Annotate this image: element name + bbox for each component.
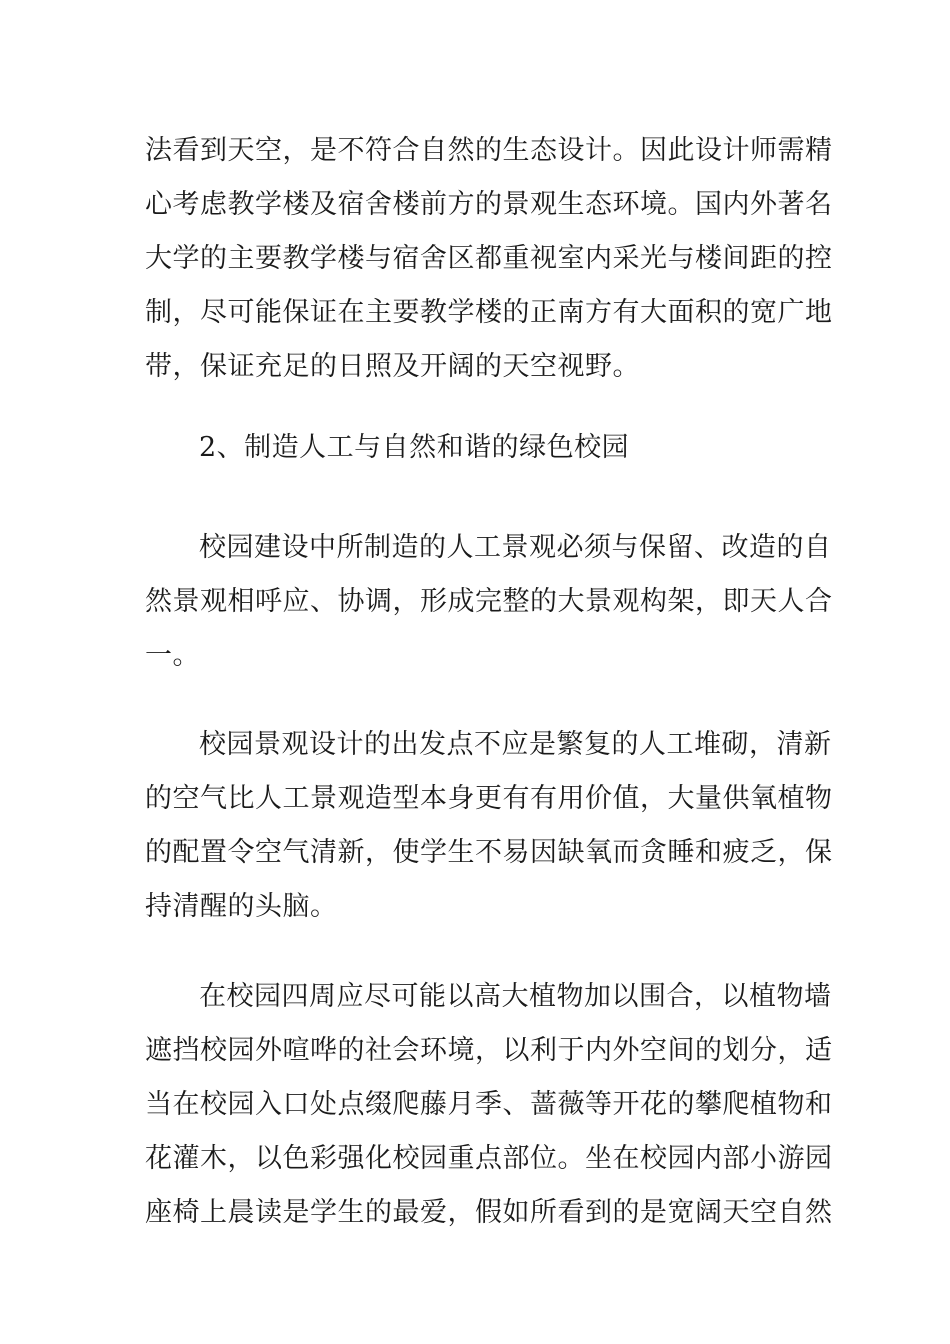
paragraph-1-line: 法看到天空，是不符合自然的生态设计。因此设计师需精 — [145, 135, 833, 166]
paragraph-4-line: 遮挡校园外喧哗的社会环境，以利于内外空间的划分，适 — [145, 1035, 833, 1066]
section-heading — [145, 421, 810, 475]
paragraph-1-line: 带，保证充足的日照及开阔的天空视野。 — [145, 351, 640, 382]
paragraph-2-line: 一。 — [145, 640, 200, 671]
paragraph-2-line: 校园建设中所制造的人工景观必须与保留、改造的自 — [199, 532, 832, 563]
section-heading-text: 2、制造人工与自然和谐的绿色校园 — [199, 432, 630, 463]
paragraph-1-line: 大学的主要教学楼与宿舍区都重视室内采光与楼间距的控 — [145, 243, 833, 274]
paragraph-3-line: 的空气比人工景观造型本身更有有用价值，大量供氧植物 — [145, 783, 833, 814]
paragraph-3-line: 持清醒的头脑。 — [145, 891, 338, 922]
paragraph-1 — [145, 124, 833, 394]
paragraph-3 — [145, 718, 833, 934]
paragraph-4 — [145, 970, 833, 1240]
paragraph-4-line: 花灌木，以色彩强化校园重点部位。坐在校园内部小游园 — [145, 1143, 833, 1174]
paragraph-1-line: 心考虑教学楼及宿舍楼前方的景观生态环境。国内外著名 — [145, 189, 833, 220]
paragraph-4-line: 当在校园入口处点缀爬藤月季、蔷薇等开花的攀爬植物和 — [145, 1089, 833, 1120]
paragraph-3-line: 校园景观设计的出发点不应是繁复的人工堆砌，清新 — [199, 729, 832, 760]
paragraph-2 — [145, 521, 833, 683]
paragraph-4-line: 在校园四周应尽可能以高大植物加以围合，以植物墙 — [199, 981, 832, 1012]
paragraph-4-line: 座椅上晨读是学生的最爱，假如所看到的是宽阔天空自然 — [145, 1197, 833, 1228]
paragraph-1-line: 制，尽可能保证在主要教学楼的正南方有大面积的宽广地 — [145, 297, 833, 328]
paragraph-2-line: 然景观相呼应、协调，形成完整的大景观构架，即天人合 — [145, 586, 833, 617]
paragraph-3-line: 的配置令空气清新，使学生不易因缺氧而贪睡和疲乏，保 — [145, 837, 833, 868]
